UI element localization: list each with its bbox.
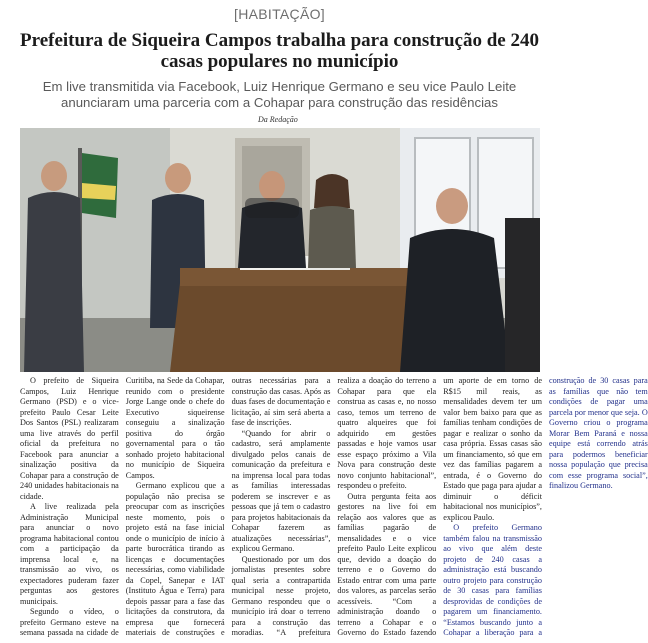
paragraph-6: Questionado por um dos jornalistas presentes sobre qual seria a contrapartida municipal nesse projeto, Germano respondeu que o município irá doar o terreno para a construção das moradias. “A prefeitura realiza a doação do terreno a Cohapar para que ela construa as casas e, no nosso caso, temos um terreno de quatro alqueires que foi adquirido em gestões passadas e hoje vamos usar esse espaço próximo a Vila Nova para construção deste novo conjunto habitacional”, respondeu o prefeito.: [231, 376, 437, 637]
article-body: [20, 376, 648, 643]
article-photo: [20, 128, 540, 372]
paragraph-3: Segundo o vídeo, o prefeito Germano esteve na semana passada na cidade de Curitiba, na Sede da Cohapar, reunido com o presidente Jorge Lange onde o chefe do Executivo siqueirense conseguiu a sinalização positiva do órgão governamental para o tão sonhado projeto habitacional no município de Siqueira Campos.: [20, 376, 225, 637]
paragraph-8: O prefeito Germano também falou na transmissão ao vivo que além deste projeto de 240 casas a administração está buscando outro projeto para construção de 30 casas para famílias desprovidas de condições de pagarem um financiamento. “Estamos buscando junto a Cohapar a liberação para a construção de 30 casas para as famílias que não tem condições de pagar uma parcela por menor que seja. O Governo criou o programa Morar Bem Paraná e nossa equipe está correndo atrás para podermos beneficiar nossa população que precisa com esse programa social”, finalizou Germano.: [443, 376, 648, 637]
paragraph-7: Outra pergunta feita aos gestores na live foi em relação aos valores que as famílias pagarão de mensalidades e o vice prefeito Paulo Leite explicou que, devido a doação do terreno e o Governo do Estado entrar com uma parte dos valores, as parcelas serão acessíveis. “Com a administração doando o terreno a Cohapar e o Governo do Estado fazendo um aporte de em torno de R$15 mil reais, as mensalidades devem ter um valor bem baixo para que as famílias tenham condições de pagar e realizar o sonho da casa própria. Essas casas são um financiamento, só que em vez das famílias pagarem a entrada, é o Governo do Estado que paga para ajudar a diminuir o déficit habitacional nos municípios”, explicou Paulo.: [337, 376, 542, 637]
paragraph-1: O prefeito de Siqueira Campos, Luiz Henrique Germano (PSD) e o vice-prefeito Paulo Cesar Leite Dos Santos (PSL) realizaram uma live através do perfil oficial da prefeitura no Facebook para anunciar a sinalização positiva da Cohapar para a construção de 240 unidades habitacionais na cidade.: [20, 376, 119, 501]
byline: Da Redação: [258, 115, 298, 124]
subheadline: Em live transmitida via Facebook, Luiz Henrique Germano e seu vice Paulo Leite anunciaram uma parceria com a Cohapar para construção das residências: [42, 79, 517, 110]
section-tag: [HABITAÇÃO]: [234, 6, 325, 22]
paragraph-5: “Quando for abrir o cadastro, será amplamente divulgado pelos canais de comunicação da prefeitura e na imprensa local para todas as famílias interessadas poderem se inscrever e as pessoas que já tem o cadastro para projetos habitacionais da Cohapar fazerem as atualizações necessárias”, explicou Germano.: [231, 428, 331, 553]
paragraph-2: A live realizada pela Administração Municipal para anunciar o novo programa habitacional contou com a participação da imprensa local e, na transmissão ao vivo, os expectadores puderam fazer perguntas aos gestores municipais.: [20, 502, 119, 606]
meeting-photo-illustration: [20, 128, 540, 372]
paragraph-4: Germano explicou que a população não precisa se preocupar com as inscrições neste momento, pois o projeto está na fase inicial onde o município de início à parte burocrática tirando as licenças e documentações necessárias, como viabilidade da Copel, Sanepar e IAT (Instituto Água e Terra) para depois passar para a fase das licitações da construtora, da empresa que fornecerá materiais de construções e outras necessárias para a construção das casas. Após as duas fases de documentação e licitação, aí sim será aberta a fase de inscrições.: [125, 376, 331, 637]
headline: Prefeitura de Siqueira Campos trabalha para construção de 240 casas populares no município: [20, 30, 539, 72]
